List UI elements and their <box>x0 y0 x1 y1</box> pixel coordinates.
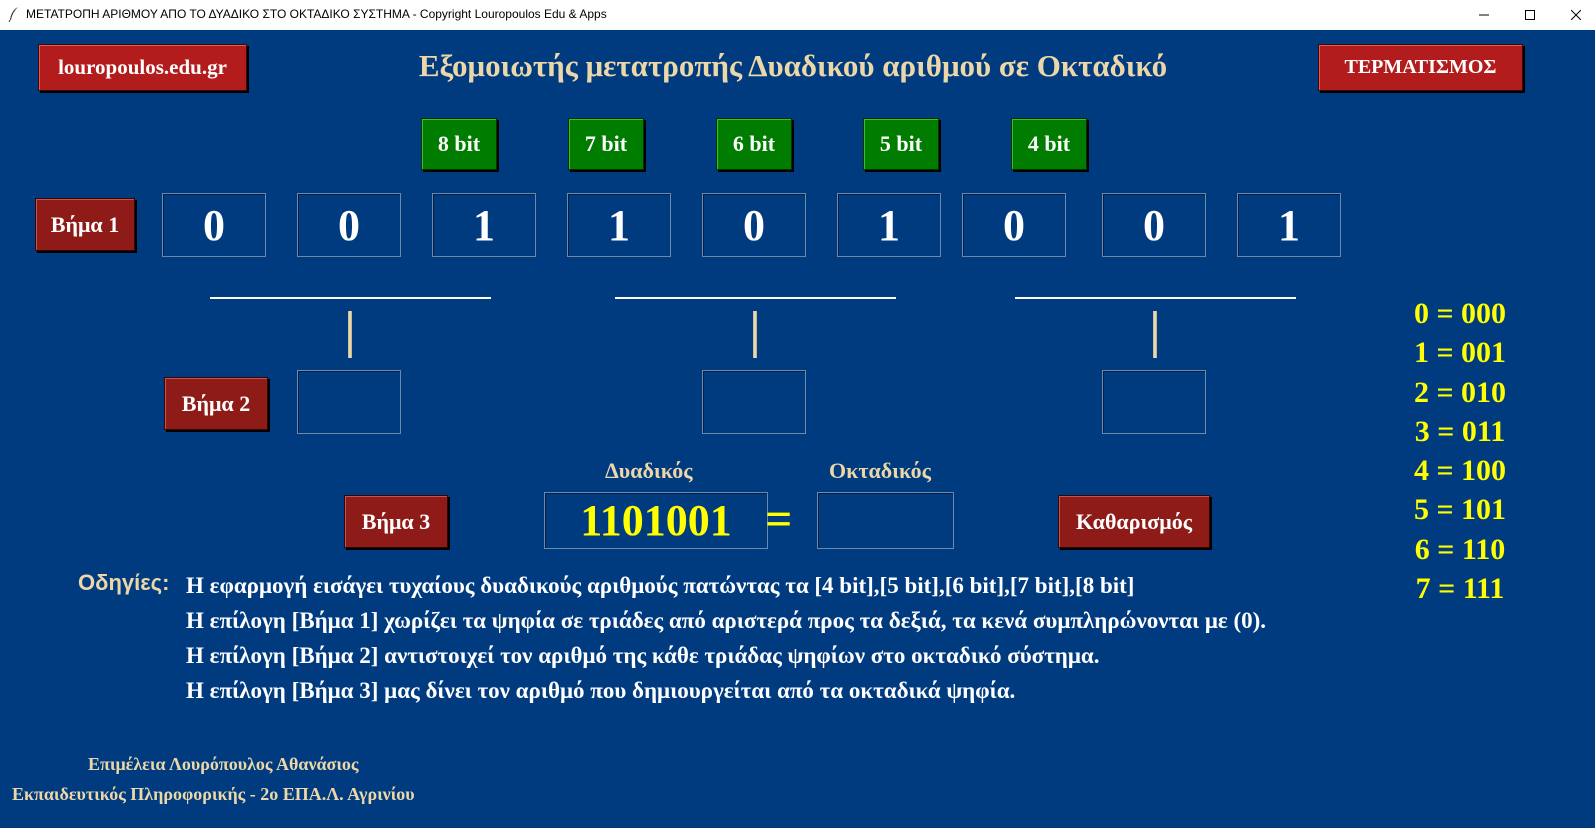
equals-sign: = <box>765 493 793 546</box>
minimize-button[interactable] <box>1461 0 1507 30</box>
exit-button[interactable]: ΤΕΡΜΑΤΙΣΜΟΣ <box>1318 44 1523 91</box>
group-connector: | <box>344 302 356 359</box>
bit-7-button[interactable]: 7 bit <box>568 118 644 170</box>
credit-author: Επιμέλεια Λουρόπουλος Αθανάσιος <box>88 754 359 774</box>
binary-label: Δυαδικός <box>605 458 693 483</box>
binary-digit-box: 1 <box>837 193 941 257</box>
group-connector: | <box>1149 302 1161 359</box>
step1-button[interactable]: Βήμα 1 <box>35 198 135 251</box>
close-icon <box>1571 10 1581 20</box>
group-separator-line <box>1015 297 1296 299</box>
page-title: Εξομοιωτής μετατροπής Δυαδικού αριθμού σε Οκταδικό <box>418 48 1168 83</box>
step3-button[interactable]: Βήμα 3 <box>344 495 448 548</box>
window-titlebar <box>0 0 1595 31</box>
lookup-row: 7 = 111 <box>1415 572 1505 606</box>
lookup-row: 1 = 001 <box>1413 336 1507 370</box>
feather-icon <box>8 6 20 22</box>
bit-6-button[interactable]: 6 bit <box>716 118 792 170</box>
bit-5-button[interactable]: 5 bit <box>863 118 939 170</box>
group-separator-line <box>210 297 491 299</box>
close-button[interactable] <box>1553 0 1595 30</box>
instruction-line: Η επίλογη [Βήμα 3] μας δίνει τον αριθμό που δημιουργείται από τα οκταδικά ψηφία. <box>186 678 1016 703</box>
maximize-button[interactable] <box>1507 0 1553 30</box>
binary-digit-box: 0 <box>1102 193 1206 257</box>
group-connector: | <box>749 302 761 359</box>
bit-8-button[interactable]: 8 bit <box>421 118 497 170</box>
octal-digit-box <box>702 370 806 434</box>
minimize-icon <box>1479 10 1489 20</box>
lookup-row: 5 = 101 <box>1413 493 1507 527</box>
lookup-row: 3 = 011 <box>1414 414 1506 448</box>
binary-result-field <box>544 492 768 549</box>
lookup-row: 4 = 100 <box>1413 454 1507 488</box>
instruction-line: Η εφαρμογή εισάγει τυχαίους δυαδικούς αριθμούς πατώντας τα [4 bit],[5 bit],[6 bit],[7 bit],[8 bit] <box>186 573 1135 598</box>
binary-digit-box: 1 <box>432 193 536 257</box>
instructions-label: Οδηγίες: <box>78 570 170 595</box>
lookup-row: 6 = 110 <box>1414 532 1506 566</box>
octal-result-field <box>817 492 954 549</box>
instruction-line: Η επίλογη [Βήμα 2] αντιστοιχεί τον αριθμό της κάθε τριάδας ψηφίων στο οκταδικό σύστημα. <box>186 643 1100 668</box>
credit-role: Εκπαιδευτικός Πληροφορικής - 2ο ΕΠΑ.Λ. Αγρινίου <box>12 784 415 804</box>
binary-digit-box: 1 <box>1237 193 1341 257</box>
binary-digit-box: 0 <box>962 193 1066 257</box>
binary-digit-box: 0 <box>297 193 401 257</box>
website-button[interactable]: louropoulos.edu.gr <box>38 44 247 91</box>
instruction-line: Η επίλογη [Βήμα 1] χωρίζει τα ψηφία σε τριάδες από αριστερά προς τα δεξιά, τα κενά συμπληρώνονται με (0). <box>186 608 1267 633</box>
window-title: ΜΕΤΑΤΡΟΠΗ ΑΡΙΘΜΟΥ ΑΠΟ ΤΟ ΔΥΑΔΙΚΟ ΣΤΟ ΟΚΤΑΔΙΚΟ ΣΥΣΤΗΜΑ - Copyright Louropoulos Edu & Apps <box>26 7 607 21</box>
octal-lookup-table <box>1380 294 1540 608</box>
maximize-icon <box>1525 10 1535 20</box>
octal-label: Οκταδικός <box>829 458 931 483</box>
binary-digit-box: 0 <box>162 193 266 257</box>
binary-result-value: 1101001 <box>580 496 732 545</box>
lookup-row: 0 = 000 <box>1413 297 1507 330</box>
binary-digit-box: 0 <box>702 193 806 257</box>
group-separator-line <box>615 297 896 299</box>
app-canvas <box>0 30 1595 828</box>
octal-digit-box <box>1102 370 1206 434</box>
octal-digit-box <box>297 370 401 434</box>
binary-digit-box: 1 <box>567 193 671 257</box>
lookup-row: 2 = 010 <box>1413 375 1507 409</box>
clear-button[interactable]: Καθαρισμός <box>1058 495 1210 548</box>
instructions-text <box>186 568 1266 708</box>
step2-button[interactable]: Βήμα 2 <box>164 377 268 430</box>
bit-4-button[interactable]: 4 bit <box>1011 118 1087 170</box>
